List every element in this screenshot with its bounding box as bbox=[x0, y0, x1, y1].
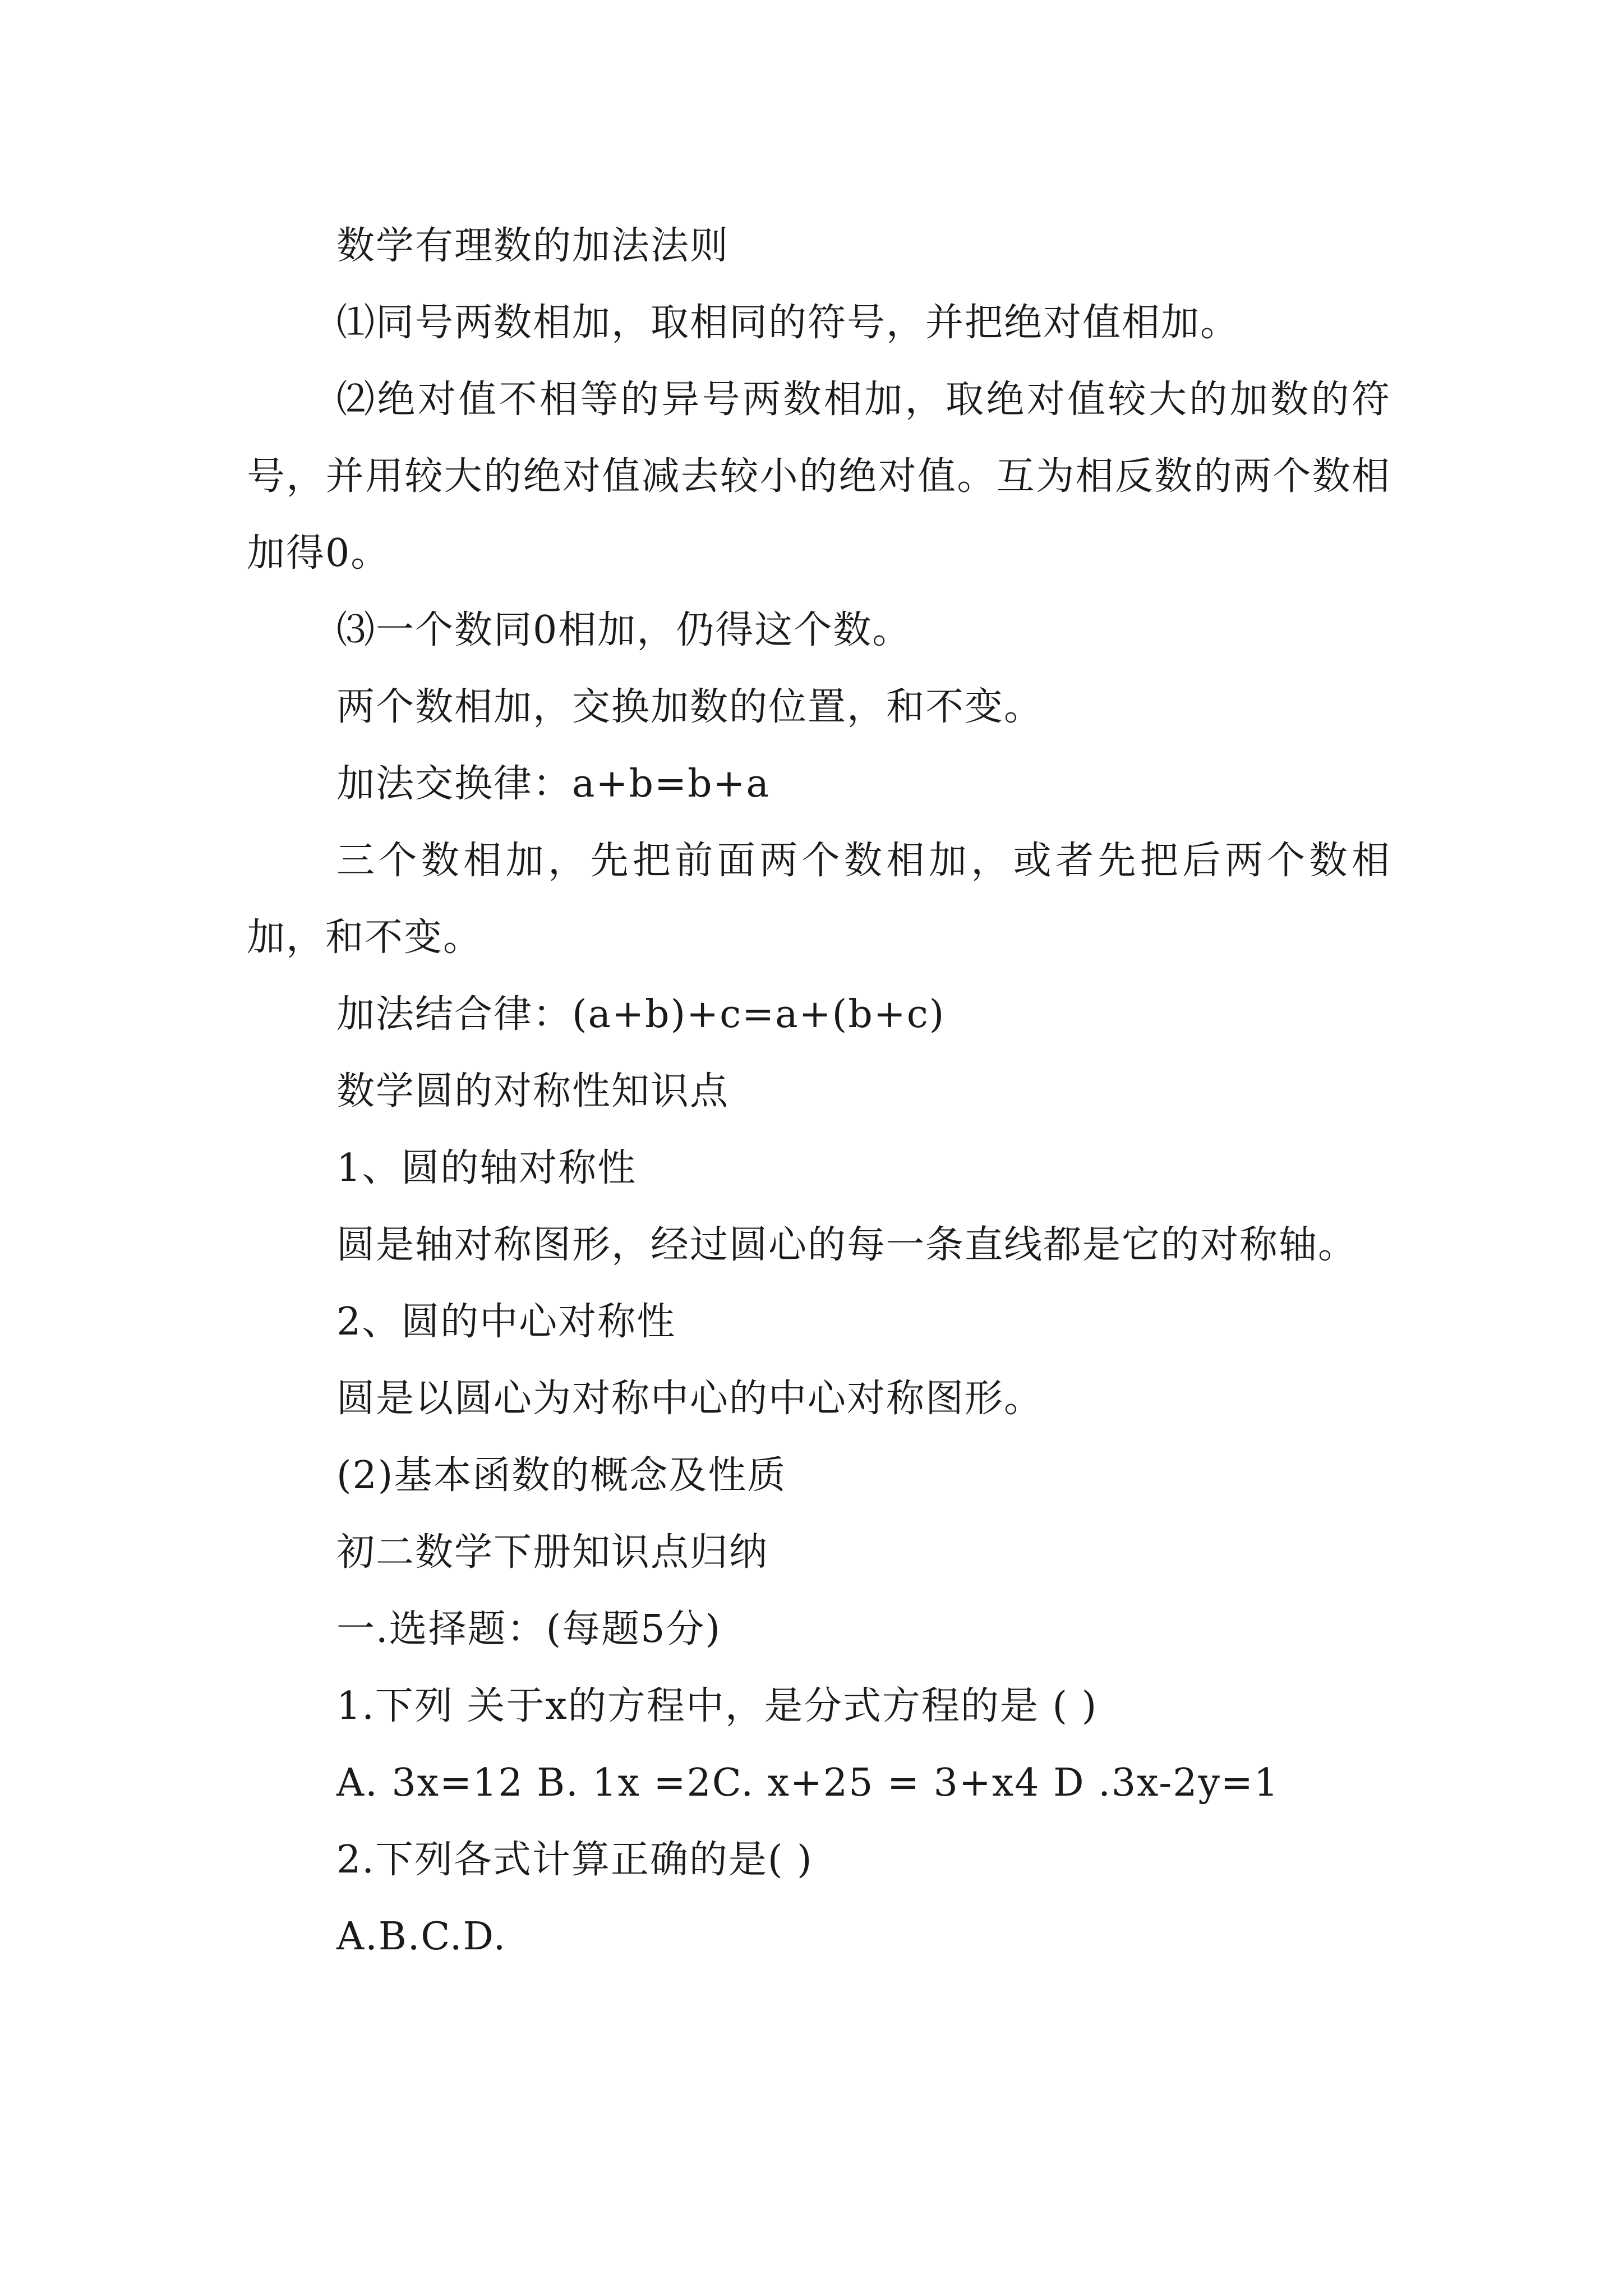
document-body bbox=[247, 208, 1391, 1975]
paragraph-multiple-choice-heading: 一.选择题：(每题5分) bbox=[336, 1607, 721, 1651]
paragraph-rule-1: ⑴同号两数相加，取相同的符号，并把绝对值相加。 bbox=[336, 301, 1240, 345]
paragraph-axial-symmetry-title: 1、圆的轴对称性 bbox=[336, 1146, 637, 1190]
section-heading-circle-symmetry: 数学圆的对称性知识点 bbox=[336, 1069, 730, 1114]
paragraph-associative-law: 加法结合律：(a+b)+c=a+(b+c) bbox=[336, 992, 946, 1037]
paragraph-rule-3: ⑶一个数同0相加，仍得这个数。 bbox=[336, 608, 912, 652]
section-heading-addition-rules: 数学有理数的加法法则 bbox=[336, 224, 730, 268]
paragraph-basic-functions: (2)基本函数的概念及性质 bbox=[336, 1453, 787, 1498]
paragraph-central-symmetry-title: 2、圆的中心对称性 bbox=[336, 1300, 676, 1344]
paragraph-associative-text: 三个数相加，先把前面两个数相加，或者先把后两个数相加，和不变。 bbox=[247, 839, 1391, 960]
paragraph-question-1: 1.下列 关于x的方程中，是分式方程的是 ( ) bbox=[336, 1684, 1098, 1728]
paragraph-commutative-law: 加法交换律：a+b=b+a bbox=[336, 762, 771, 806]
paragraph-axial-symmetry-text: 圆是轴对称图形，经过圆心的每一条直线都是它的对称轴。 bbox=[336, 1223, 1358, 1267]
paragraph-question-2-options: A.B.C.D. bbox=[336, 1915, 507, 1959]
paragraph-question-2: 2.下列各式计算正确的是( ) bbox=[336, 1838, 813, 1882]
paragraph-rule-2: ⑵绝对值不相等的异号两数相加，取绝对值较大的加数的符号，并用较大的绝对值减去较小的绝对值。互为相反数的两个数相加得0。 bbox=[247, 378, 1391, 576]
section-heading-grade8-summary: 初二数学下册知识点归纳 bbox=[336, 1530, 769, 1575]
paragraph-question-1-options: A. 3x=12 B. 1x =2C. x+25 = 3+x4 D .3x-2y=1 bbox=[336, 1761, 1280, 1805]
paragraph-central-symmetry-text: 圆是以圆心为对称中心的中心对称图形。 bbox=[336, 1377, 1044, 1421]
paragraph-commutative-text: 两个数相加，交换加数的位置，和不变。 bbox=[336, 685, 1044, 729]
